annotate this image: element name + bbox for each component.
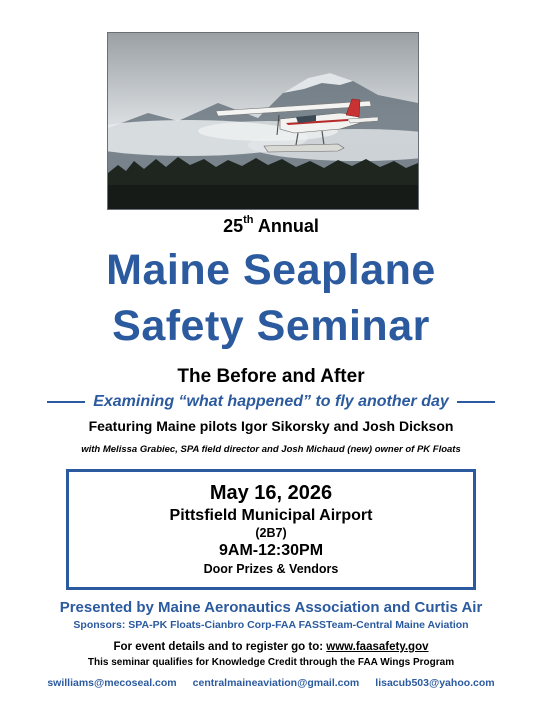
sponsors-line: Sponsors: SPA-PK Floats-Cianbro Corp-FAA FASSTeam-Central Maine Aviation	[73, 619, 469, 631]
guest-line: with Melissa Grabiec, SPA field director and Josh Michaud (new) owner of PK Floats	[81, 444, 461, 455]
airport-code: (2B7)	[255, 526, 287, 540]
event-venue: Pittsfield Municipal Airport	[169, 507, 373, 524]
page-title-line-1: Maine Seaplane	[106, 246, 436, 294]
page-title-line-2: Safety Seminar	[112, 302, 430, 350]
event-date: May 16, 2026	[209, 482, 333, 504]
email-link-1[interactable]: swilliams@mecoseal.com	[47, 677, 177, 689]
event-details-box	[66, 469, 476, 590]
event-time: 9AM-12:30PM	[218, 542, 324, 559]
divider-right	[457, 401, 495, 403]
email-link-3[interactable]: lisacub503@yahoo.com	[375, 677, 495, 689]
annual-number: 25	[223, 216, 244, 236]
event-extras: Door Prizes & Vendors	[203, 562, 339, 576]
presented-by: Presented by Maine Aeronautics Association and Curtis Air	[59, 599, 483, 616]
credit-line: This seminar qualifies for Knowledge Credit through the FAA Wings Program	[87, 657, 455, 668]
hero-photo	[107, 32, 419, 210]
annual-suffix: th	[243, 214, 254, 226]
contact-emails	[0, 677, 542, 689]
annual-word: Annual	[257, 216, 319, 236]
register-link[interactable]: www.faasafety.gov	[326, 641, 429, 653]
featuring-line: Featuring Maine pilots Igor Sikorsky and Josh Dickson	[88, 418, 454, 434]
annual-heading	[0, 216, 542, 237]
subtitle: The Before and After	[177, 366, 365, 387]
divider-left	[47, 401, 85, 403]
register-text: For event details and to register go to:	[113, 641, 327, 653]
tagline: Examining “what happened” to fly another day	[93, 393, 449, 410]
tagline-row	[0, 391, 542, 413]
seaplane-photo	[108, 33, 418, 209]
email-link-2[interactable]: centralmaineaviation@gmail.com	[192, 677, 360, 689]
register-line	[0, 641, 542, 653]
